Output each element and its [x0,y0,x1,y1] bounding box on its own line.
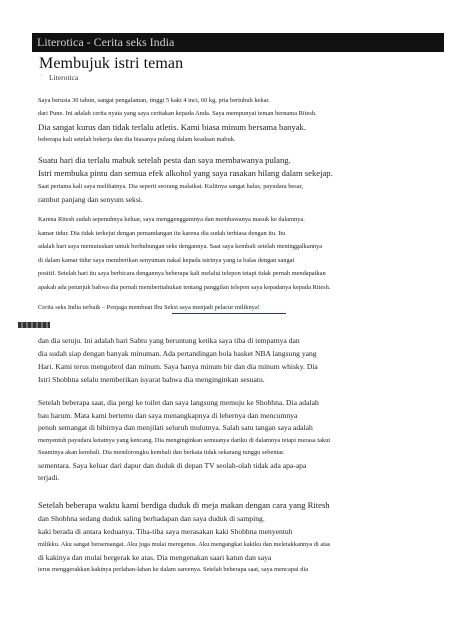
text-line: Istri Shobhna selalu memberikan isyarat bahwa dia menginginkan sesuatu. [38,375,265,384]
text-line: Suatu hari dia terlalu mabuk setelah pesta dan saya membawanya pulang. [38,155,291,165]
paragraph-5 [38,397,448,485]
share-icon[interactable] [18,322,50,328]
paragraph-6 [38,498,448,576]
text-line: Karena Ritesh sudah sepenuhnya keluar, saya menggenggamnya dan membawanya masuk ke dalamnya. [38,216,305,223]
paragraph-2 [38,153,448,207]
text-line: di dalam kamar tidur saya memberikan senyuman nakal kepada istrinya yang ia balas dengan sangat [38,256,295,264]
text-line: di kakinya dan mulai bergerak ke atas. Dia mengenakan saari katun dan saya [38,553,272,562]
text-line: dia sudah siap dengan banyak minuman. Ada pertandingan bola basket NBA langsung yang [38,349,317,358]
text-line: rambut panjang dan senyum seksi. [38,195,143,204]
text-line: Setelah beberapa saat, dia pergi ke toilet dan saya langsung memuju ke Shobhna. Dia adalah [38,398,319,407]
story-title: Membujuk istri teman [39,55,184,72]
text-line: Hari. Kami terus mengobrol dan minum. Saya hanya minum bir dan dia minum whisky. Dia [38,362,318,371]
text-line: milikku. Aku sangat bersemangat. Aku juga mulai meregenus. Aku mengangkat kakiku dan meletakkannya di atas [38,541,331,548]
text-line: penuh semangat di bibirnya dan menjilati seluruh mulutnya. Salah satu tangan saya adalah [38,423,313,432]
text-line: Saya berusia 30 tahun, sangat pengalaman, tinggi 5 kaki 4 inci, 60 kg, pria bertubuh kekar. [38,97,270,104]
story-author[interactable]: Literotica [49,73,79,82]
text-line: apakah ada petunjuk bahwa dia pernah memberitahukan tentang panggilan telepon saya kepadanya kepada Ritesh. [38,283,331,291]
text-line: beberapa kali setelah bekerja dan dia biasanya pulang dalam keadaan mabuk. [38,136,236,143]
text-line: bau harum. Mata kami bertemu dan saya menangkapnya di lehernya dan mencumnya [38,410,298,420]
related-story-link[interactable] [38,303,438,313]
text-line: positif. Setelah hari itu saya berbicara dengannya beberapa kali melalui telepon tetapi tidak pernah mendapatkan [38,270,326,277]
text-line: menyentuh payudara ketatnya yang kencang. Dia menginginkan semuanya dariku di dalamnya tetapi merasa takut [38,436,331,444]
text-line: Dia sangat kurus dan tidak terlalu atletis. Kami biasa minum bersama banyak. [38,122,307,132]
paragraph-4 [38,334,448,386]
text-line: dan dia setuju. Ini adalah hari Sabtu yang beruntung ketika saya tiba di tempatnya dan [38,336,300,345]
paragraph-1 [38,94,448,145]
text-line: adalah hari saya memutuskan untuk berhubungan seks dengannya. Saat saya kembali setelah meninggalkannya [38,243,323,250]
text-line: Suaminya akan kembali. Dia mendorongku kembali dan berkata tidak sekarang tunggu sebentar. [38,449,285,456]
text-line: dari Pune. Ini adalah cerita nyata yang saya ceritakan kepada Anda. Saya mempunyai teman bernama Ritesh. [38,110,317,117]
site-header-bar [32,33,444,52]
link-underline [172,313,286,314]
site-title[interactable]: Literotica - Cerita seks India [37,35,175,49]
text-line: kamar tidur. Dia tidak terkejut dengan pemandangan itu karena dia sudah terbiasa dengan itu. Itu [38,229,286,237]
text-line: Istri membuka pintu dan semua efek alkohol yang saya rasakan hilang dalam sekejap. [38,168,333,178]
author-marker: ʿ [40,74,43,82]
text-line: terus menggerakkan kakinya perlahan-lahan ke dalam sareenya. Setelah beberapa saat, saya mencapai dia [38,566,309,573]
related-story-text[interactable]: Cerita seks India terbaik – Penjaga membuat Ibu Seksi saya menjadi pelacur miliknya! [38,304,260,311]
text-line: terjadi. [38,473,60,482]
text-line: Setelah beberapa waktu kami berdiga duduk di meja makan dengan cara yang Ritesh [38,500,330,510]
text-line: Saat pertama kali saya melihatnya. Dia seperti seorang malaikat. Kulitnya sangat halus, payudara besar, [38,183,304,190]
text-line: kaki berada di antara keduanya. Tiba-tiba saya merasakan kaki Shobhna menyentuh [38,527,293,536]
text-line: dan Shobhna sedang duduk saling berhadapan dan saya duduk di samping. [38,514,265,523]
text-line: sementara. Saya keluar dari dapur dan duduk di depan TV seolah-olah tidak ada apa-apa [38,460,307,470]
paragraph-3 [38,213,448,294]
